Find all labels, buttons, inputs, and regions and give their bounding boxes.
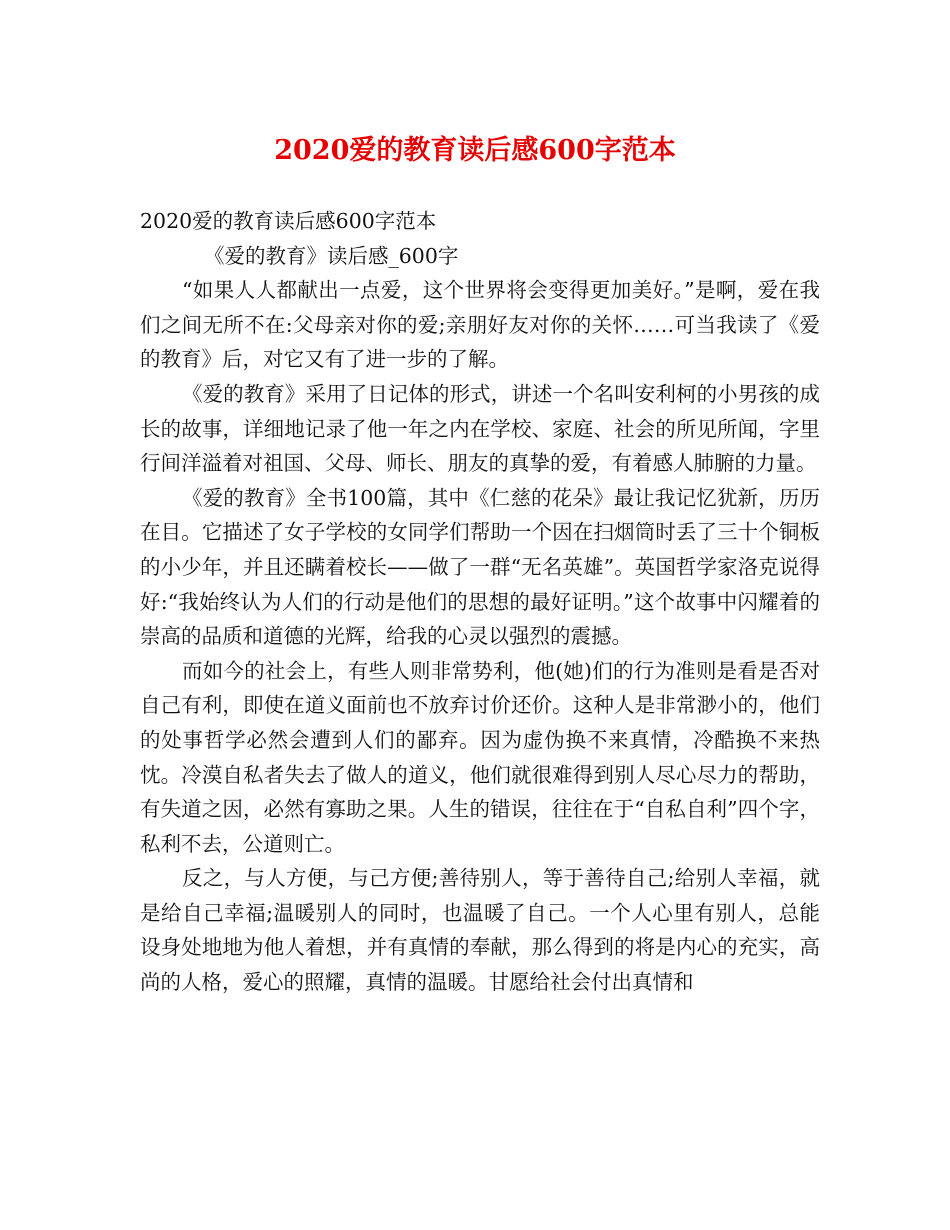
paragraph: 《爱的教育》全书100篇，其中《仁慈的花朵》最让我记忆犹新，历历在目。它描述了女子学校的女同学们帮助一个因在扫烟筒时丢了三十个铜板的小少年，并且还瞒着校长——做了一群“无名英雄”。英国哲学家洛克说得好:“我始终认为人们的行动是他们的思想的最好证明。”这个故事中闪耀着的崇高的品质和道德的光辉，给我的心灵以强烈的震撼。 bbox=[140, 485, 820, 649]
document-title: 2020爱的教育读后感600字范本 bbox=[274, 135, 676, 166]
document-body bbox=[140, 204, 820, 1000]
document-subhead: 2020爱的教育读后感600字范本 bbox=[140, 209, 437, 233]
paragraph: 《爱的教育》采用了日记体的形式，讲述一个名叫安利柯的小男孩的成长的故事，详细地记录了他一年之内在学校、家庭、社会的所见所闻，字里行间洋溢着对祖国、父母、师长、朋友的真挚的爱，有着感人肺腑的力量。 bbox=[140, 381, 820, 476]
document-subtitle: 《爱的教育》读后感_600字 bbox=[204, 243, 459, 268]
paragraph: 反之，与人方便，与己方便;善待别人，等于善待自己;给别人幸福，就是给自己幸福;温暖别人的同时，也温暖了自己。一个人心里有别人，总能设身处地地为他人着想，并有真情的奉献，那么得到的将是内心的充实，高尚的人格，爱心的照耀，真情的温暖。甘愿给社会付出真情和 bbox=[140, 866, 820, 995]
paragraph: 而如今的社会上，有些人则非常势利，他(她)们的行为准则是看是否对自己有利，即使在道义面前也不放弃讨价还价。这种人是非常渺小的，他们的处事哲学必然会遭到人们的鄙弃。因为虚伪换不来真情，冷酷换不来热忱。冷漠自私者失去了做人的道义，他们就很难得到别人尽心尽力的帮助，有失道之因，必然有寡助之果。人生的错误，往往在于“自私自利”四个字，私利不去，公道则亡。 bbox=[140, 658, 820, 856]
paragraph: “如果人人都献出一点爱，这个世界将会变得更加美好。”是啊，爱在我们之间无所不在:父母亲对你的爱;亲朋好友对你的关怀……可当我读了《爱的教育》后，对它又有了进一步的了解。 bbox=[140, 278, 820, 372]
